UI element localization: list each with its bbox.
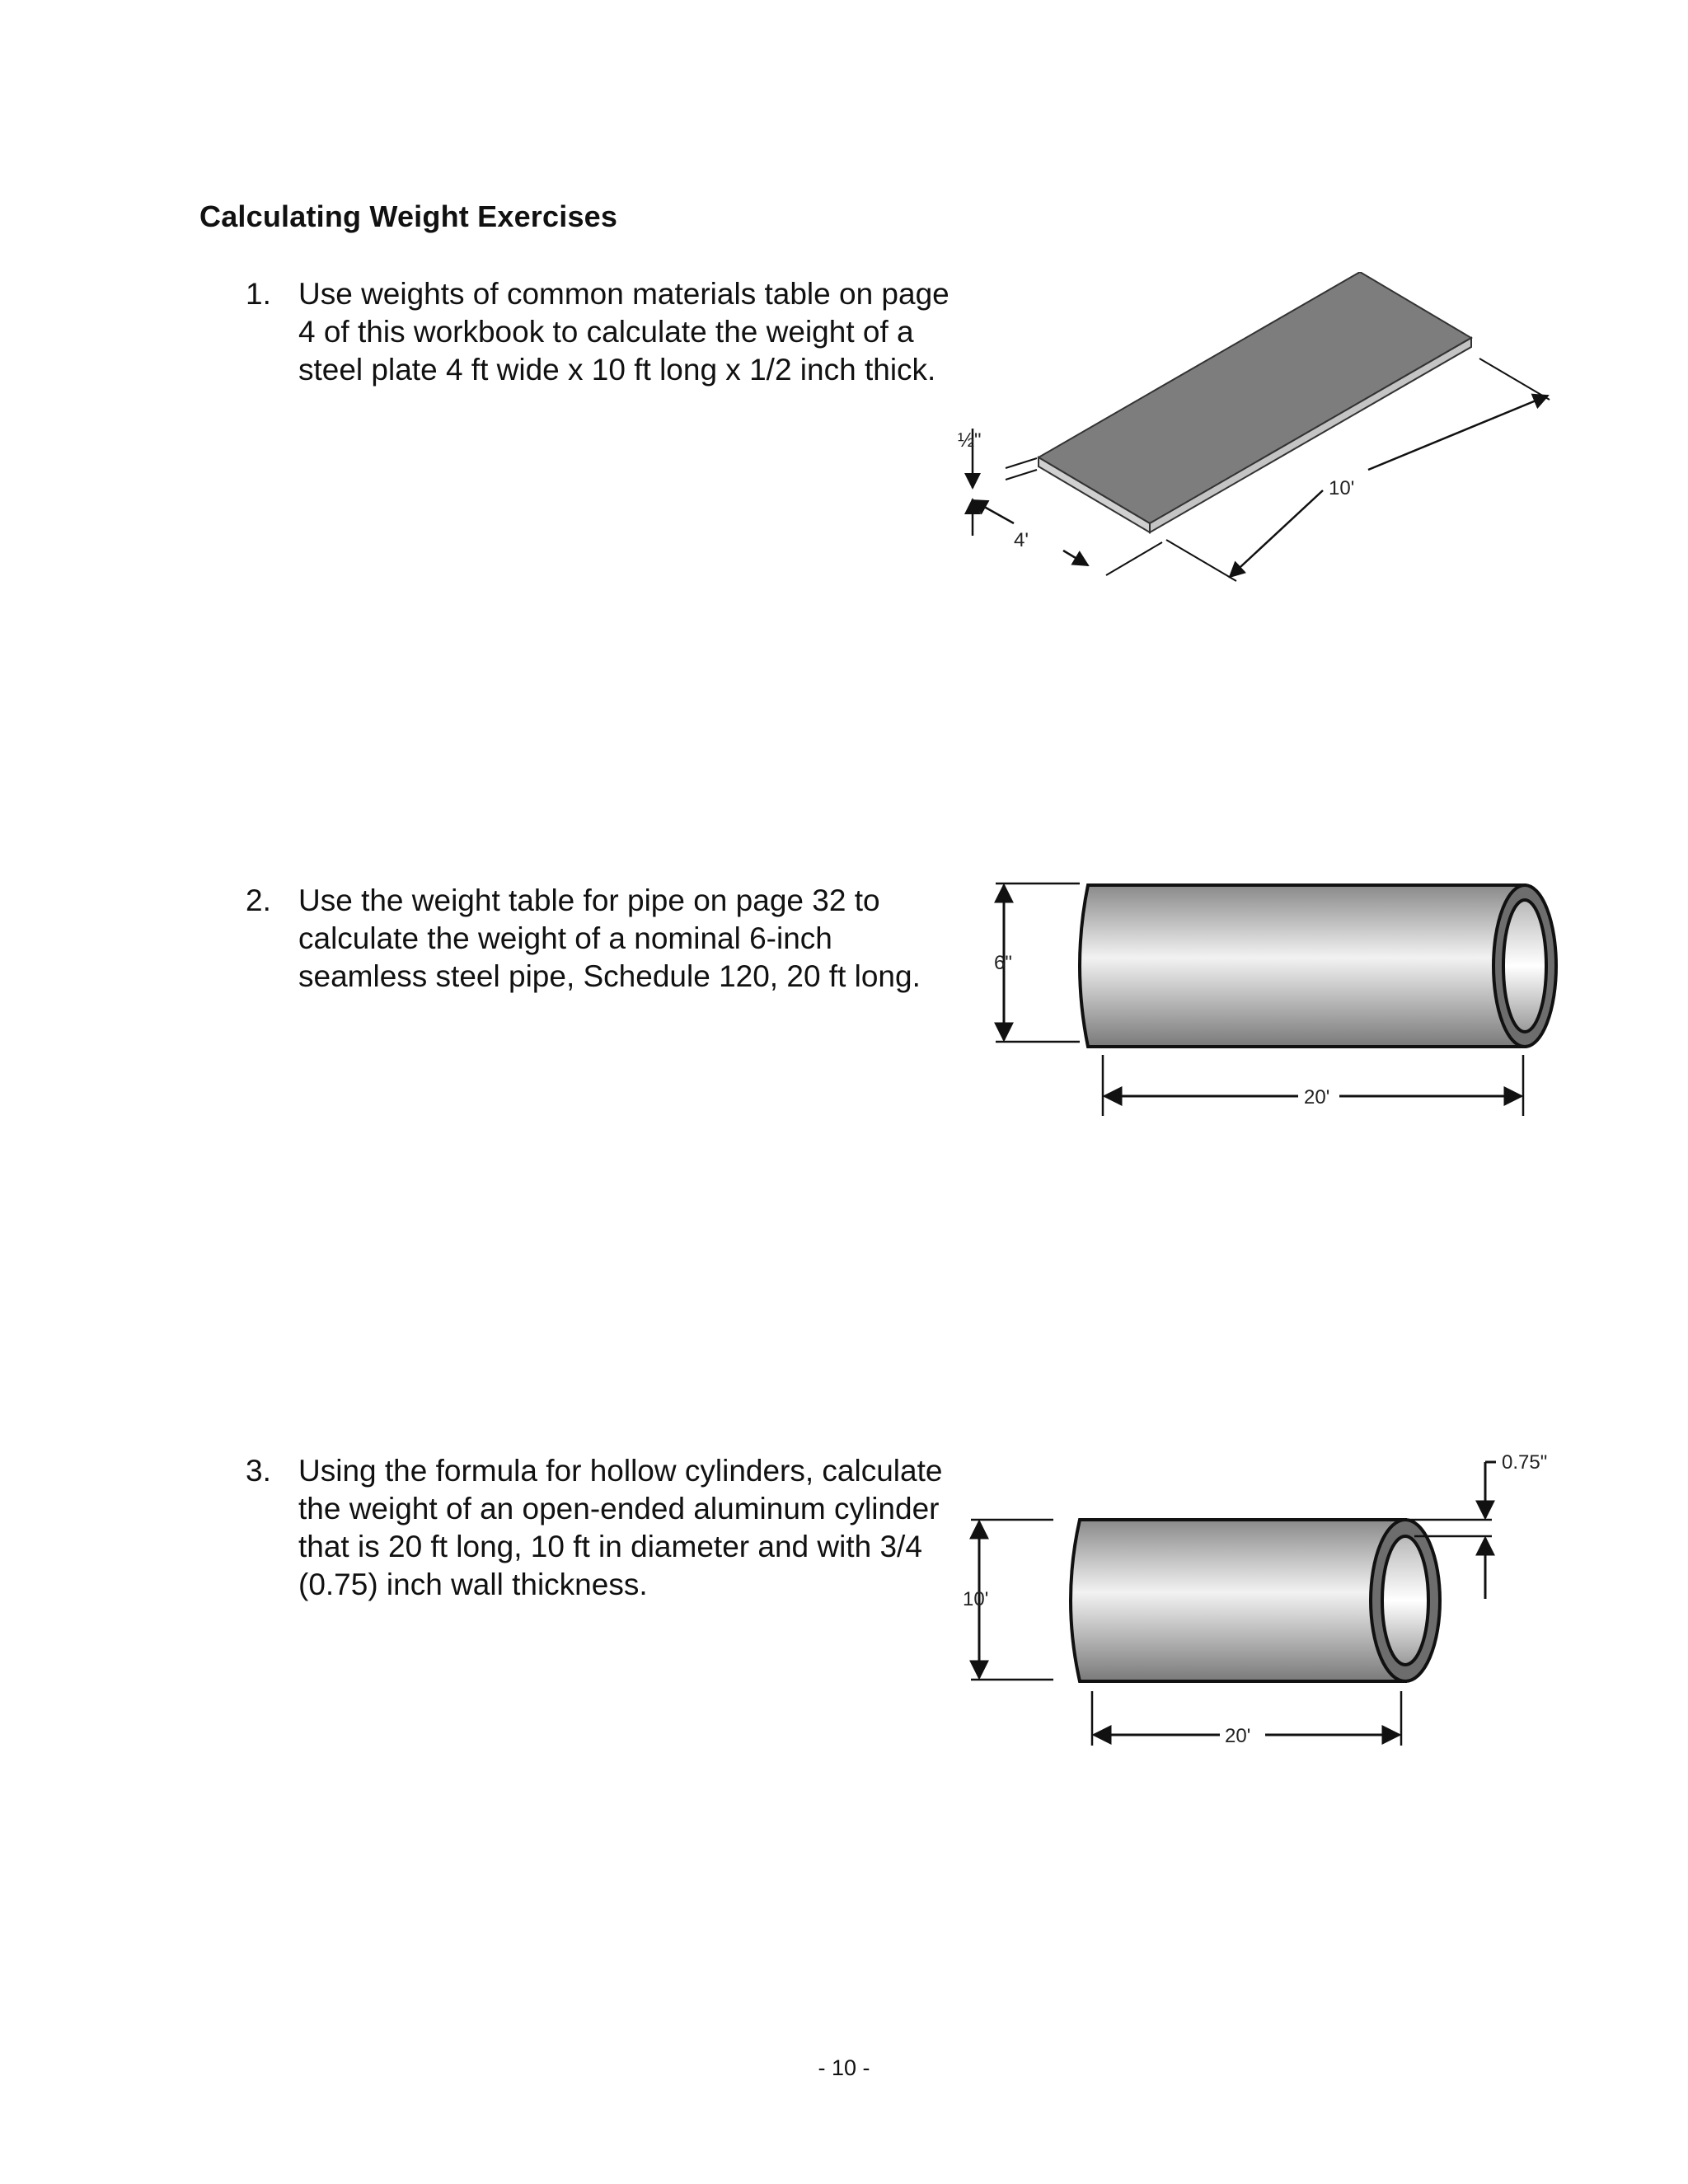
length-label: 10' (1329, 477, 1355, 499)
pipe-body (1080, 885, 1525, 1047)
exercise-3-text: Using the formula for hollow cylinders, calculate the weight of an open-ended aluminum cylinder that is 20 ft long, 10 ft in diameter and with 3/4 (0.75) inch wall thickness. (298, 1454, 943, 1601)
cylinder-body (1071, 1520, 1405, 1681)
length-label: 20' (1304, 1086, 1330, 1108)
pipe-bore (1503, 900, 1546, 1032)
exercise-3 (246, 1452, 954, 1604)
length-label: 20' (1225, 1725, 1251, 1747)
page-number: - 10 - (818, 2055, 870, 2080)
plate-top-face (1039, 272, 1471, 523)
width-label: 4' (1014, 529, 1029, 551)
diameter-label: 10' (963, 1588, 989, 1610)
page-heading: Calculating Weight Exercises (199, 199, 618, 233)
exercise-2 (246, 882, 954, 996)
exercise-3-number: 3. (246, 1454, 271, 1488)
exercise-1 (246, 275, 954, 389)
diameter-label: 6" (994, 952, 1012, 974)
exercise-2-text: Use the weight table for pipe on page 32 to calculate the weight of a nominal 6-inch seamless steel pipe, Schedule 120, 20 ft long. (298, 883, 921, 993)
wall-thickness-label: 0.75" (1502, 1451, 1548, 1474)
hollow-cylinder-figure (956, 1451, 1574, 1755)
cylinder-bore (1382, 1536, 1428, 1665)
thickness-label: ½" (958, 429, 982, 452)
steel-plate-figure (956, 272, 1558, 585)
exercise-1-text: Use weights of common materials table on page 4 of this workbook to calculate the weight of a steel plate 4 ft wide x 10 ft long x 1/2 inch thick. (298, 277, 950, 387)
exercise-1-number: 1. (246, 277, 271, 311)
exercise-2-number: 2. (246, 883, 271, 917)
pipe-figure (989, 872, 1566, 1119)
